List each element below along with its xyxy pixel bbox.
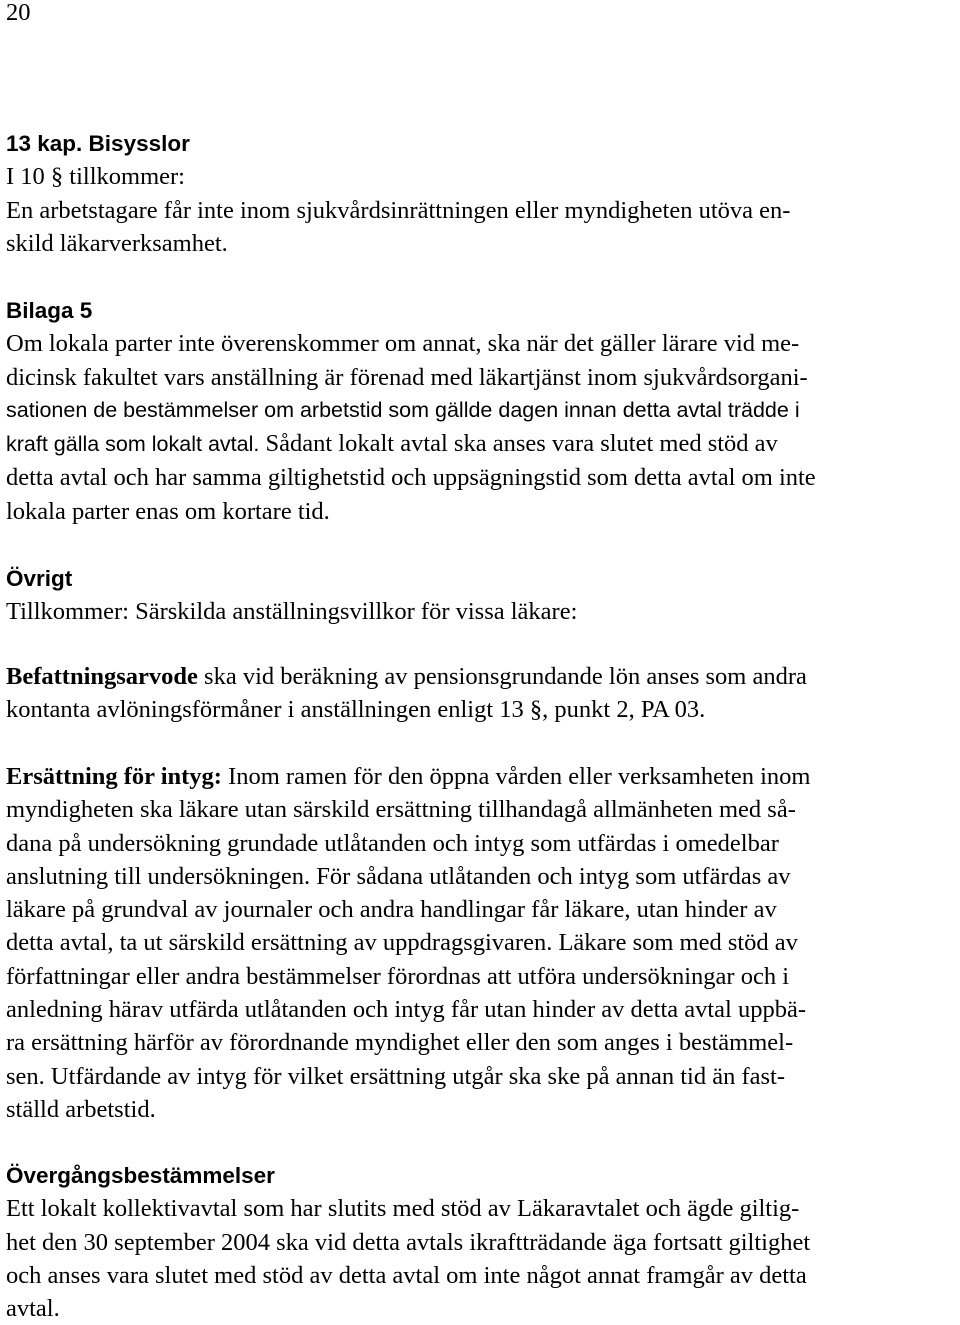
paragraph-line: kontanta avlöningsförmåner i anställningen enligt 13 §, punkt 2, PA 03. [6, 696, 706, 724]
paragraph-line-mixed [6, 427, 952, 461]
paragraph-fragment: Inom ramen för den öppna vården eller verksamheten inom [221, 763, 811, 790]
paragraph-befattningsarvode [6, 660, 952, 727]
paragraph-line [6, 660, 952, 693]
section-heading-overgangsbestammelser: Övergångsbestämmelser [6, 1163, 275, 1188]
paragraph-line: I 10 § tillkommer: [6, 163, 185, 191]
page-number: 20 [6, 0, 31, 26]
paragraph-line [6, 760, 952, 793]
paragraph-line: sationen de bestämmelser om arbetstid som gällde dagen innan detta avtal trädde i [6, 397, 800, 422]
section-bilaga-5 [6, 294, 952, 528]
paragraph-line: het den 30 september 2004 ska vid detta avtals ikraftträdande äga fortsatt giltighet [6, 1228, 811, 1256]
paragraph-fragment: Sådant lokalt avtal ska anses vara slutet med stöd av [259, 430, 778, 458]
ovrigt-intro: Tillkommer: Särskilda anställningsvillkor för vissa läkare: [6, 598, 578, 626]
section-overgangsbestammelser [6, 1159, 952, 1325]
section-heading-ovrigt: Övrigt [6, 566, 73, 591]
paragraph-fragment: kraft gälla som lokalt avtal. [6, 432, 260, 457]
paragraph-line: avtal. [6, 1295, 60, 1323]
paragraph-line: Ett lokalt kollektivavtal som har slutits med stöd av Läkaravtalet och ägde giltig- [6, 1195, 800, 1223]
paragraph-line: anledning härav utfärda utlåtanden och intyg får utan hinder av detta avtal uppbä- [6, 996, 807, 1024]
paragraph-line: dicinsk fakultet vars anställning är förenad med läkartjänst inom sjukvårdsorgani- [6, 363, 808, 391]
paragraph-line: ra ersättning härför av förordnande myndighet eller den som anges i bestämmel- [6, 1029, 794, 1057]
paragraph-line: och anses vara slutet med stöd av detta avtal om inte något annat framgår av detta [6, 1261, 807, 1289]
paragraph-line: detta avtal och har samma giltighetstid och uppsägningstid som detta avtal om inte [6, 464, 816, 492]
paragraph-fragment: ska vid beräkning av pensionsgrundande lön anses som andra [197, 663, 807, 690]
paragraph-line: skild läkarverksamhet. [6, 229, 228, 257]
paragraph-line: detta avtal, ta ut särskild ersättning av uppdragsgivaren. Läkare som med stöd av [6, 929, 798, 957]
section-heading-13-kap: 13 kap. Bisysslor [6, 131, 190, 156]
term-ersattning-for-intyg: Ersättning för intyg: [6, 763, 222, 790]
paragraph-line: En arbetstagare får inte inom sjukvårdsinrättningen eller myndigheten utöva en- [6, 196, 791, 224]
paragraph-ersattning-for-intyg [6, 760, 952, 1126]
paragraph-line: författningar eller andra bestämmelser förordnas att utföra undersökningar och i [6, 962, 790, 990]
section-13-kap [6, 127, 952, 260]
paragraph-line: anslutning till undersökningen. För sådana utlåtanden och intyg som utfärdas av [6, 862, 791, 890]
paragraph-line: sen. Utfärdande av intyg för vilket ersättning utgår ska ske på annan tid än fast- [6, 1062, 785, 1090]
paragraph-line: läkare på grundval av journaler och andra handlingar får läkare, utan hinder av [6, 896, 777, 924]
paragraph-line: lokala parter enas om kortare tid. [6, 497, 330, 525]
section-heading-bilaga-5: Bilaga 5 [6, 298, 93, 323]
term-befattningsarvode: Befattningsarvode [6, 663, 198, 690]
paragraph-line: myndigheten ska läkare utan särskild ersättning tillhandagå allmänheten med så- [6, 796, 796, 824]
section-ovrigt [6, 562, 952, 629]
paragraph-line: Om lokala parter inte överenskommer om annat, ska när det gäller lärare vid me- [6, 330, 800, 358]
paragraph-line: ställd arbetstid. [6, 1095, 156, 1123]
paragraph-line: dana på undersökning grundade utlåtanden och intyg som utfärdas i omedelbar [6, 829, 779, 857]
